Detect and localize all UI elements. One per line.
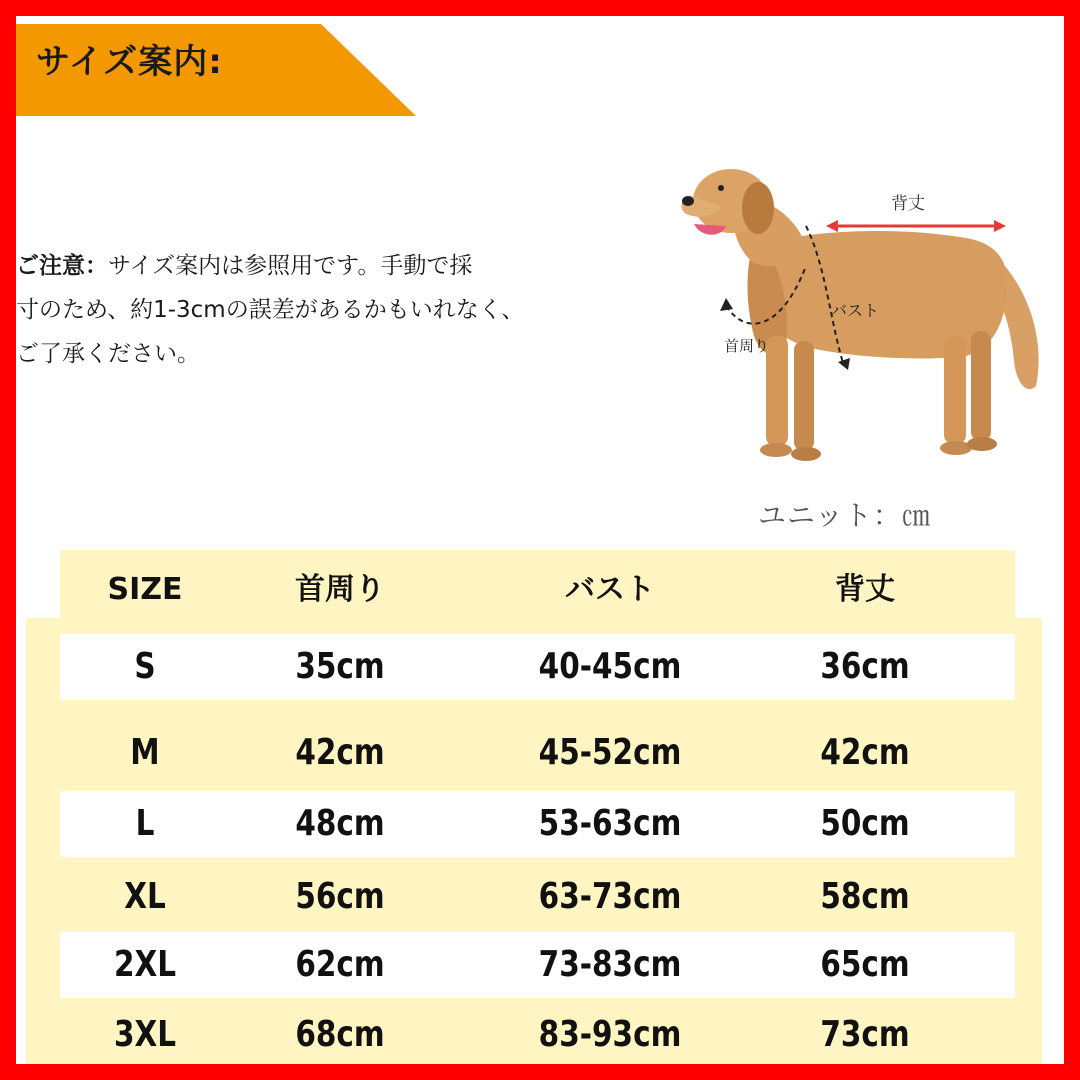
- header-bust: バスト: [565, 572, 655, 607]
- cell-neck: 56cm: [295, 876, 385, 917]
- cell-bust: 83-93cm: [538, 1014, 682, 1055]
- dog-paw: [967, 437, 997, 451]
- table-row: [60, 791, 1015, 857]
- table-row: [60, 864, 1015, 930]
- notice-line-3: ご了承ください。: [16, 341, 200, 367]
- dog-paw: [760, 443, 792, 457]
- cell-size: 3XL: [113, 1014, 177, 1055]
- bust-arrow-head: [838, 358, 850, 370]
- neck-label: 首周り: [724, 337, 770, 355]
- cell-neck: 48cm: [295, 803, 385, 844]
- cell-size: M: [130, 732, 160, 773]
- dog-ear: [742, 182, 774, 234]
- cell-size: L: [135, 803, 155, 844]
- dog-back-leg-left: [944, 336, 966, 444]
- back-length-arrow-head-left: [826, 220, 838, 232]
- cell-back-length: 36cm: [820, 646, 910, 687]
- cell-back-length: 65cm: [820, 944, 910, 985]
- cell-back-length: 42cm: [820, 732, 910, 773]
- notice-line-2: 寸のため、約1-3cmの誤差があるかもいれなく、: [16, 297, 525, 323]
- dog-paw: [791, 447, 821, 461]
- cell-size: XL: [124, 876, 166, 917]
- dog-front-leg-left: [766, 336, 788, 446]
- dog-nose: [682, 196, 694, 206]
- size-guide-canvas: [16, 16, 1064, 1064]
- neck-arrow-head: [720, 298, 733, 311]
- bust-label: バスト: [831, 301, 880, 320]
- cell-back-length: 58cm: [820, 876, 910, 917]
- cell-size: 2XL: [113, 944, 177, 985]
- notice-line-1-text: サイズ案内は参照用です。手動で採: [108, 253, 473, 279]
- dog-front-leg-right: [794, 341, 814, 451]
- cell-neck: 62cm: [295, 944, 385, 985]
- notice-label: ご注意：: [16, 253, 108, 279]
- table-row: [60, 1002, 1015, 1064]
- back-length-label: 背丈: [891, 194, 925, 214]
- header-back-length: 背丈: [835, 572, 895, 607]
- notice-line-1: [16, 244, 616, 288]
- cell-size: S: [134, 646, 156, 687]
- cell-neck: 42cm: [295, 732, 385, 773]
- cell-bust: 53-63cm: [538, 803, 682, 844]
- cell-bust: 63-73cm: [538, 876, 682, 917]
- cell-neck: 35cm: [295, 646, 385, 687]
- cell-back-length: 50cm: [820, 803, 910, 844]
- notice-text: [16, 244, 616, 376]
- dog-back-leg-right: [971, 331, 991, 441]
- header-neck: 首周り: [295, 572, 385, 607]
- cell-bust: 40-45cm: [538, 646, 682, 687]
- cell-back-length: 73cm: [820, 1014, 910, 1055]
- back-length-arrow-head-right: [994, 220, 1006, 232]
- cell-bust: 45-52cm: [538, 732, 682, 773]
- dog-eye: [718, 185, 724, 191]
- table-row: [60, 932, 1015, 998]
- cell-bust: 73-83cm: [538, 944, 682, 985]
- table-header-row: [60, 550, 1015, 630]
- page-title: サイズ案内:: [36, 42, 223, 82]
- header-size: SIZE: [107, 572, 183, 607]
- table-row: [60, 634, 1015, 700]
- table-row: [60, 720, 1015, 786]
- dog-measurement-diagram: [666, 146, 1056, 476]
- unit-label: ユニット：㎝: [758, 499, 931, 532]
- cell-neck: 68cm: [295, 1014, 385, 1055]
